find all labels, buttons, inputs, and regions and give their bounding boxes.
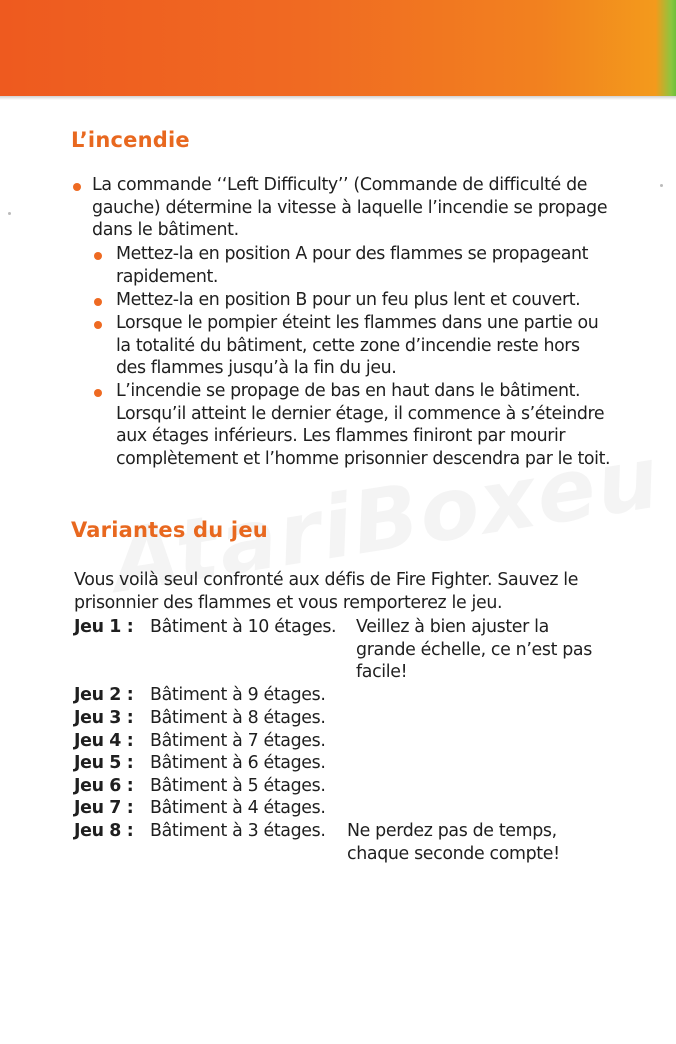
game-label: Jeu 6 : [74,776,134,796]
section-title-variantes: Variantes du jeu [71,518,268,542]
game-building: Bâtiment à 6 étages. [150,753,326,773]
game-label: Jeu 4 : [74,731,134,751]
sub-item-position-b: Mettez-la en position B pour un feu plus lent et couvert. [116,290,581,310]
bullet-icon [73,183,81,191]
game-label: Jeu 5 : [74,753,134,773]
variantes-intro: Vous voilà seul confronté aux défis de Fire Fighter. Sauvez le prisonnier des flammes et vous remporterez le jeu. [74,570,579,613]
bullet-icon [94,298,102,306]
scan-speck [8,212,11,215]
sub-item-spread: L’incendie se propage de bas en haut dans le bâtiment. Lorsqu’il atteint le dernier étage, il commence à s’éteindre aux étages inférieurs. Les flammes finiront par mourir complètement et l’homme prisonnier descendra par le toit. [116,381,611,469]
game-note: Ne perdez pas de temps, chaque seconde compte! [347,821,560,864]
game-building: Bâtiment à 9 étages. [150,685,326,705]
scan-speck [660,184,663,187]
sub-item-extinguish: Lorsque le pompier éteint les flammes dans une partie ou la totalité du bâtiment, cette zone d’incendie reste hors des flammes jusqu’à la fin du jeu. [116,313,599,379]
game-label: Jeu 2 : [74,685,134,705]
bullet-icon [94,252,102,260]
game-note: Veillez à bien ajuster la grande échelle, ce n’est pas facile! [356,617,592,683]
sub-item-position-a: Mettez-la en position A pour des flammes se propageant rapidement. [116,244,589,287]
header-band-shadow [0,96,676,100]
game-building: Bâtiment à 8 étages. [150,708,326,728]
game-building: Bâtiment à 7 étages. [150,731,326,751]
game-label: Jeu 8 : [74,821,134,841]
game-label: Jeu 3 : [74,708,134,728]
game-building: Bâtiment à 3 étages. [150,821,326,841]
game-label: Jeu 7 : [74,798,134,818]
difficulty-main-item: La commande ‘‘Left Difficulty’’ (Commande de difficulté de gauche) détermine la vitesse à laquelle l’incendie se propage dans le bâtiment. [92,175,608,241]
game-building: Bâtiment à 4 étages. [150,798,326,818]
game-building: Bâtiment à 10 étages. [150,617,337,637]
game-label: Jeu 1 : [74,617,134,637]
orange-header-band [0,0,676,96]
game-building: Bâtiment à 5 étages. [150,776,326,796]
bullet-icon [94,321,102,329]
section-title-incendie: L’incendie [71,128,190,152]
bullet-icon [94,389,102,397]
